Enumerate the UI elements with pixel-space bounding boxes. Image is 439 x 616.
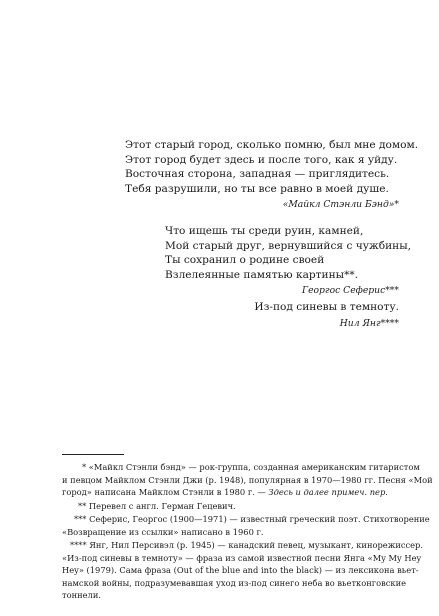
epigraph-line: Что ищешь ты среди руин, камней, bbox=[165, 225, 364, 237]
footnote-line: **** Янг, Нил Персивэл (р. 1945) — канадский певец, музыкант, кинорежиссер. bbox=[70, 540, 424, 550]
epigraph-attribution: Георгос Сеферис*** bbox=[302, 285, 399, 297]
footnote-editor-note: Здесь и далее примеч. пер. bbox=[268, 487, 388, 497]
epigraph-attribution: «Майкл Стэнли Бэнд»* bbox=[282, 199, 399, 211]
epigraph-line: Этот город будет здесь и после того, как я уйду. bbox=[125, 153, 398, 166]
epigraph-seferis bbox=[165, 224, 412, 299]
epigraph-line: Мой старый друг, вернувшийся с чужбины, bbox=[165, 239, 412, 252]
footnote-separator bbox=[62, 454, 124, 455]
epigraph-line: Ты сохранил о родине своей bbox=[165, 254, 325, 267]
footnote-text: город» написана Майклом Стэнли в 1980 г. — bbox=[62, 487, 269, 497]
footnote-line: «Возвращение из ссылки» написано в 1960 г. bbox=[62, 526, 264, 537]
epigraph-line: Этот старый город, сколько помню, был мне домом. bbox=[125, 139, 419, 151]
footnote-3 bbox=[62, 513, 430, 538]
epigraph-michael-stanley bbox=[125, 138, 419, 213]
footnote-line: намской войны, подразумевавшая уход из-под синего неба во вьетконговские bbox=[62, 577, 407, 588]
epigraph-neil-young bbox=[200, 300, 399, 331]
footnote-1 bbox=[62, 461, 433, 499]
footnote-line: *** Сеферис, Георгос (1900—1971) — известный греческий поэт. Стихотворение bbox=[74, 514, 430, 524]
footnote-2 bbox=[62, 500, 402, 513]
epigraph-line: Взлелеянные памятью картины**. bbox=[165, 268, 359, 281]
footnote-4 bbox=[62, 539, 424, 602]
footnote-line: тоннели. bbox=[62, 590, 101, 600]
footnote-line: * «Майкл Стэнли бэнд» — рок-группа, созданная американским гитаристом bbox=[82, 462, 420, 472]
epigraph-line: Из-под синевы в темноту. bbox=[254, 301, 399, 313]
epigraph-line: Восточная сторона, западная — приглядитесь. bbox=[125, 168, 390, 181]
footnote-line: и певцом Майклом Стэнли Джи (р. 1948), популярная в 1970—1980 гг. Песня «Мой bbox=[62, 474, 433, 485]
footnote-line: ** Перевел с англ. Герман Гецевич. bbox=[78, 500, 236, 511]
footnote-line: Hey» (1979). Сама фраза (Out of the blue and into the black) — из лексикона вьет- bbox=[62, 565, 419, 575]
epigraph-line: Тебя разрушили, но ты все равно в моей душе. bbox=[125, 182, 389, 195]
footnotes bbox=[62, 461, 433, 603]
footnote-line: «Из-под синевы в темноту» — фраза из самой известной песни Янга «My My Hey bbox=[62, 552, 422, 563]
epigraph-attribution: Нил Янг**** bbox=[339, 317, 399, 329]
footnote-line bbox=[62, 486, 402, 499]
